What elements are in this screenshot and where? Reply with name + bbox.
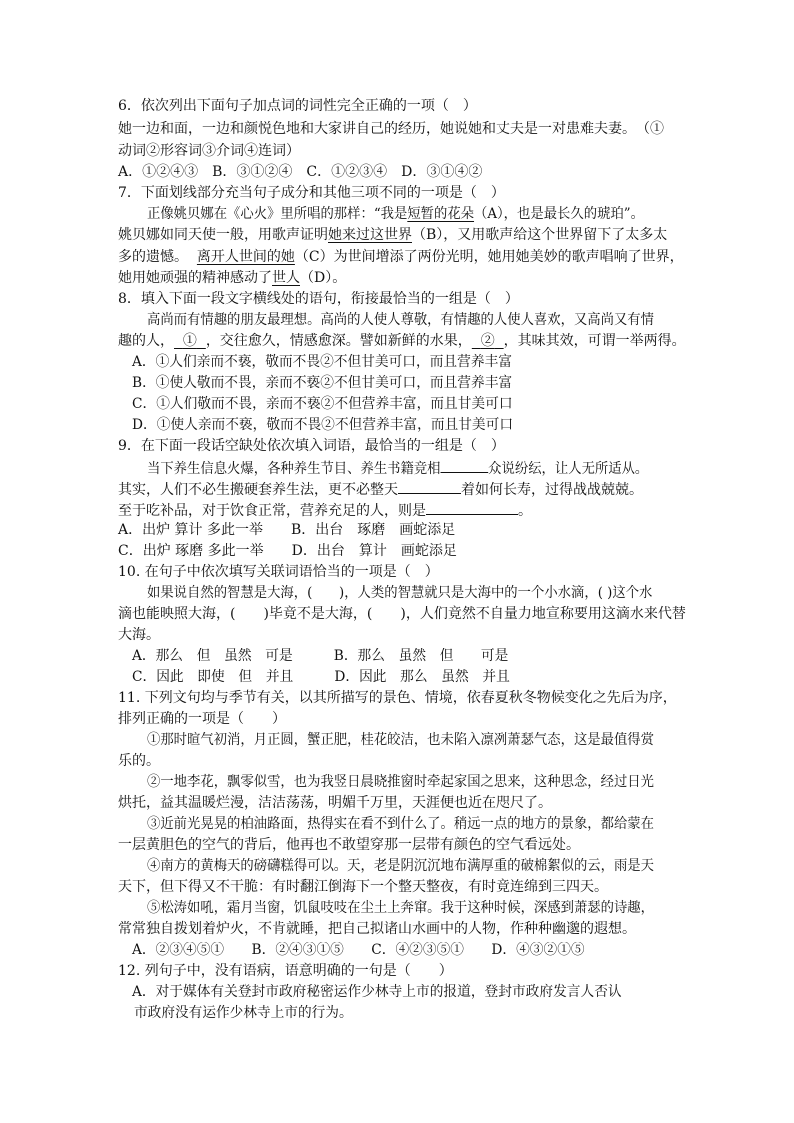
- q9-blank-3: [426, 499, 518, 515]
- q8-stem: 8．填入下面一段文字横线处的语句，衔接最恰当的一组是（ ）: [118, 291, 519, 307]
- q6-options: A．①②④③ B．③①②④ C．①②③④ D．③①④②: [118, 164, 483, 180]
- q10-passage-line: 大海。: [118, 627, 160, 643]
- q10-stem: 10. 在句子中依次填写关联词语恰当的一项是（ ）: [118, 564, 439, 580]
- q12-option-a: A．对于媒体有关登封市政府秘密运作少林寺上市的报道，登封市政府发言人否认: [132, 984, 622, 1000]
- q9-passage-line: 至于吃补品，对于饮食正常，营养充足的人，则是 。: [118, 499, 698, 520]
- q8-blank-1: ①: [182, 333, 197, 349]
- q11-item-1: ①那时暄气初消，月正圆，蟹正肥，桂花皎洁，也未陷入凛冽萧瑟气态，这是最值得赏: [147, 732, 654, 748]
- q8-passage-line: 高尚而有情趣的朋友最理想。高尚的人使人尊敬，有情趣的人使人喜欢，又高尚又有情: [147, 312, 654, 328]
- q11-item-5: 常常独自拨划着炉火，不肯就睡，把自己拟诸山水画中的人物，作种种幽邈的遐想。: [118, 921, 636, 937]
- q11-item-5: ⑤松涛如吼，霜月当窗，饥鼠吱吱在尘土上奔窜。我于这种时候，深感到萧瑟的诗趣，: [147, 900, 654, 916]
- q9-blank-1: [441, 457, 489, 473]
- q11-item-2: 烘托，益其温暖烂漫，洁洁荡荡，明媚千万里，天涯便也近在咫尺了。: [118, 795, 552, 811]
- q10-options: C．因此 即使 但 并且 D．因此 那么 虽然 并且: [132, 669, 510, 685]
- q7-passage-line: 姚贝娜如同天使一般，用歌声证明她来过这世界（B），又用歌声给这个世界留下了太多太: [118, 227, 668, 243]
- q8-passage-line: 趣的人， ① ，交往愈久，情感愈深。譬如新鲜的水果， ② ，其味其效，可谓一举两得。: [118, 333, 686, 349]
- q11-item-1: 乐的。: [118, 753, 160, 769]
- q11-options: A．②③④⑤① B．②④③①⑤ C．④②③⑤① D．④③②①⑤: [132, 942, 585, 958]
- q11-stem: 11. 下列文句均与季节有关，以其所描写的景色、情境，依春夏秋冬物候变化之先后为序，: [118, 690, 677, 706]
- q8-option: C．①人们敬而不畏，亲而不亵②不但营养丰富，而且甘美可口: [132, 396, 513, 412]
- q12-option-a: 市政府没有运作少林寺上市的行为。: [134, 1005, 353, 1021]
- q7-passage-line: 她用她顽强的精神感动了世人（D）。: [118, 270, 347, 286]
- q7-passage-line: 正像姚贝娜在《心火》里所唱的那样：“我是短暂的花朵（A），也是最长久的琥珀”。: [147, 206, 644, 222]
- q7-underline-c: 离开人世间的她: [196, 249, 295, 265]
- q11-item-4: 天下，但下得又不干脆：有时翻江倒海下一个整天整夜，有时竟连绵到三四天。: [118, 879, 608, 895]
- q9-options: A．出炉 算计 多此一举 B．出台 琢磨 画蛇添足: [118, 522, 456, 538]
- q8-option: B．①使人敬而不畏，亲而不亵②不但甘美可口，而且营养丰富: [132, 375, 513, 391]
- q7-underline-a: 短暂的花朵: [407, 206, 475, 222]
- q9-options: C．出炉 琢磨 多此一举 D．出台 算计 画蛇添足: [118, 543, 457, 559]
- q9-blank-2: [398, 478, 461, 494]
- q11-item-2: ②一地李花，飘零似雪，也为我竖日晨晓推窗时牵起家国之思来，这种思念，经过日光: [147, 774, 654, 790]
- q9-passage-line: 当下养生信息火爆，各种养生节目、养生书籍竞相 众说纷纭，让人无所适从。: [147, 457, 700, 478]
- q8-blank-2: ②: [480, 333, 495, 349]
- q11-stem: 排列正确的一项是（ ）: [118, 711, 286, 727]
- q11-item-4: ④南方的黄梅天的磅礴糕得可以。天，老是阴沉沉地布满厚重的破棉絮似的云，雨是天: [147, 858, 654, 874]
- q10-passage-line: 滴也能映照大海，( )毕竟不是大海，( )，人们竟然不自量力地宣称要用这滴水来代替: [118, 606, 686, 622]
- q11-item-3: 一层黄胆色的空气的背后，他再也不敢望穿那一层带有颜色的空气看远处。: [118, 837, 580, 853]
- q7-underline-b: 她来过这世界: [328, 227, 412, 243]
- q7-stem: 7．下面划线部分充当句子成分和其他三项不同的一项是（ ）: [118, 185, 505, 201]
- q10-options: A．那么 但 虽然 可是 B．那么 虽然 但 可是: [132, 648, 509, 664]
- q6-sentence: 她一边和面，一边和颜悦色地和大家讲自己的经历，她说她和丈夫是一对患难夫妻。 （①: [118, 121, 664, 137]
- q11-item-3: ③近前光晃晃的柏油路面，热得实在看不到什么了。稍远一点的地方的景象，都给蒙在: [147, 816, 654, 832]
- q8-option: A．①人们亲而不亵，敬而不畏②不但甘美可口，而且营养丰富: [132, 354, 512, 370]
- q9-stem: 9．在下面一段话空缺处依次填入词语，最恰当的一组是（ ）: [118, 438, 505, 454]
- q10-passage-line: 如果说自然的智慧是大海，( )，人类的智慧就只是大海中的一个小水滴，( )这个水: [147, 585, 653, 601]
- q7-passage-line: 多的遗憾。 离开人世间的她（C）为世间增添了两份光明，她用她美妙的歌声唱响了世界，: [118, 249, 684, 265]
- q9-passage-line: 其实，人们不必生搬硬套养生法，更不必整天 着如何长寿，过得战战兢兢。: [118, 478, 698, 499]
- q7-underline-d: 世人: [272, 270, 300, 286]
- q6-stem: 6．依次列出下面句子加点词的词性完全正确的一项（ ）: [118, 98, 477, 114]
- q6-word-kinds: 动词②形容词③介词④连词）: [118, 143, 300, 159]
- q8-option: D．①使人亲而不亵，敬而不畏②不但营养丰富，而且甘美可口: [132, 417, 514, 433]
- q12-stem: 12. 列句子中，没有语病，语意明确的一句是（ ）: [118, 963, 453, 979]
